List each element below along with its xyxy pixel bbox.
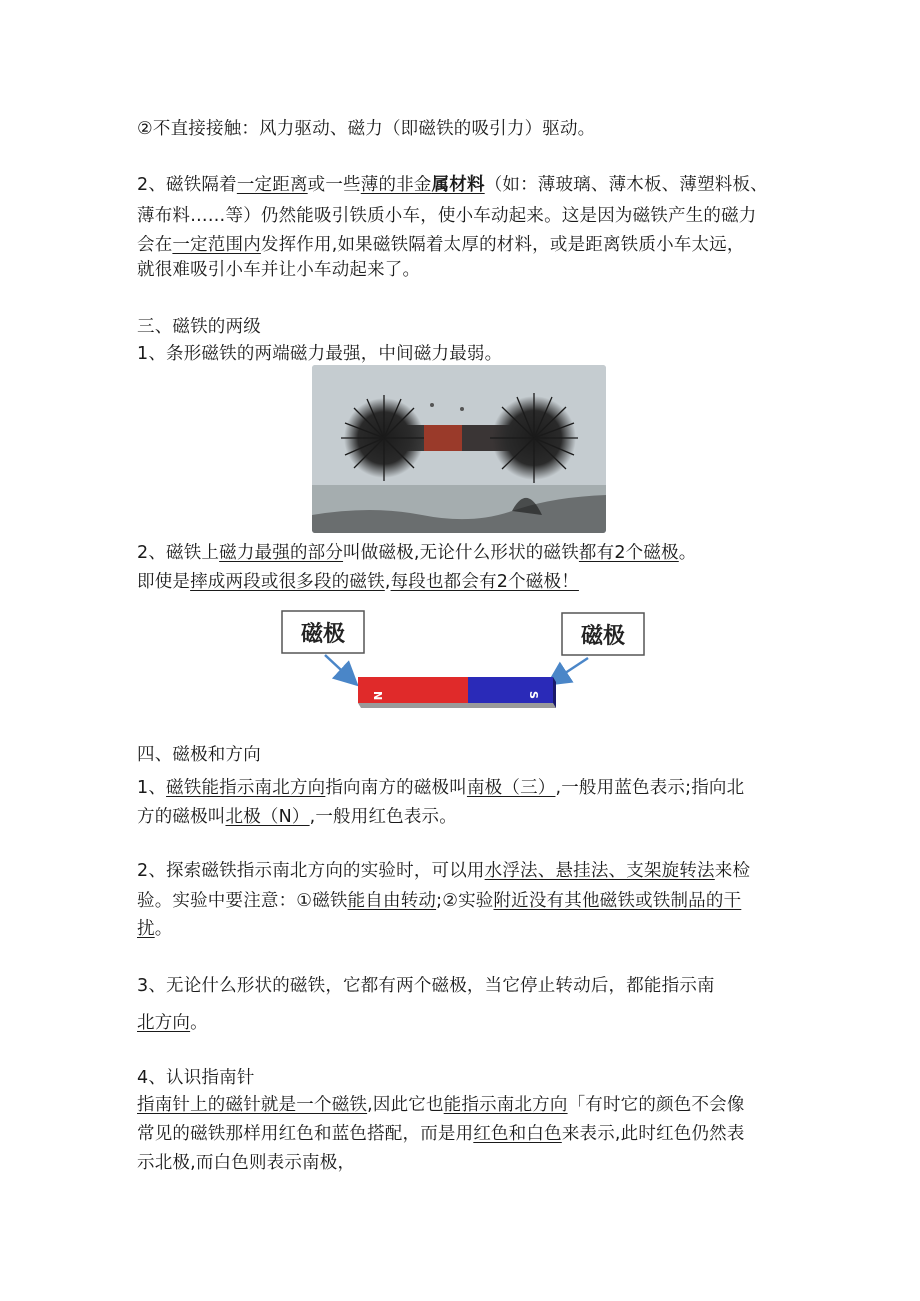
underlined-text: 北方向 [137,1013,191,1033]
pole-diagram-svg [270,603,670,718]
north-pole-letter: N [371,691,384,701]
underlined-text: 一定距离 [236,175,308,195]
text-segment: 会在 [137,235,173,255]
text-segment: 四、磁极和方向 [137,745,261,765]
underlined-text: 红色和白色 [473,1124,562,1144]
underlined-text: 都有2个磁极 [578,543,679,563]
text-segment: 。 [190,1013,208,1033]
magnet-filings-photo [312,365,606,533]
text-segment: ,一般用红色表示。 [309,807,457,827]
magnet-filings-illustration [312,365,606,533]
underlined-text: 摔成两段或很多段的磁铁 [190,572,385,592]
underlined-text: 每段也都会有2个磁极！ [390,572,579,592]
text-segment: 4、认识指南针 [137,1068,255,1088]
text-segment: 叫做磁极,无论什么形状的磁铁 [343,543,579,563]
text-segment: ,一般用蓝色表示;指向北 [555,778,745,798]
text-segment: 验。实验中要注意：①磁铁 [137,891,348,911]
underlined-text: 水浮法、悬挂法、支架旋转法 [484,861,715,881]
section-heading [137,743,261,767]
text-segment: 指向南方的磁极叫 [325,778,467,798]
underlined-text: 磁铁能指示南北方向 [166,778,326,798]
text-line [137,233,745,257]
underlined-text: 能自由转动 [347,891,437,911]
text-segment: 即使是 [137,572,191,592]
text-segment: 薄布料……等）仍然能吸引铁质小车，使小车动起来。这是因为磁铁产生的磁力 [137,206,757,226]
underlined-text: 磁力最强的部分 [219,543,344,563]
text-line [137,1151,355,1175]
text-segment: 常见的磁铁那样用红色和蓝色搭配，而是用 [137,1124,474,1144]
left-pole-label: 磁极 [300,622,346,647]
text-line [137,917,172,941]
section-heading [137,1066,255,1090]
text-segment: 就很难吸引小车并让小车动起来了。 [137,260,421,280]
underlined-text: 能指示南北方向 [443,1095,568,1115]
text-line [137,570,579,594]
text-segment: 1、 [137,778,167,798]
right-pointer-arrow [550,658,588,683]
text-line [137,117,595,141]
underlined-bold-text: 属材料 [431,175,485,195]
text-line [137,1122,745,1146]
text-segment: ②不直接接触：风力驱动、磁力（即磁铁的吸引力）驱动。 [137,119,596,139]
text-segment: 3、无论什么形状的磁铁，它都有两个磁极，当它停止转动后，都能指示南 [137,976,715,996]
underlined-text: 北极（N） [225,807,310,827]
underlined-text: 一定范围内 [172,235,261,255]
text-segment: ;②实验 [436,891,494,911]
text-segment: 2、探索磁铁指示南北方向的实验时，可以用 [137,861,485,881]
text-segment: 三、磁铁的两级 [137,317,261,337]
text-segment: （如：薄玻璃、薄木板、薄塑料板、 [484,175,768,195]
text-line [137,776,744,800]
text-segment: 或一些 [307,175,361,195]
right-pole-label: 磁极 [580,624,626,649]
text-segment: 示北极,而白色则表示南极， [137,1153,356,1173]
left-pointer-arrow [325,655,355,683]
text-segment: 来检 [714,861,751,881]
text-segment: 。 [678,543,697,563]
underlined-text: 扰 [137,919,155,939]
text-segment: 2、磁铁上 [137,543,220,563]
underlined-text: 薄的非金 [360,175,432,195]
text-segment: 来表示,此时红色仍然表 [561,1124,745,1144]
text-segment: 2、磁铁隔着 [137,175,237,195]
text-segment: 。 [154,919,173,939]
text-segment: , [384,572,391,592]
underlined-text: 南极（三） [466,778,556,798]
magnetic-pole-diagram [270,603,670,718]
text-line [137,173,768,197]
text-line [137,974,715,998]
text-line [137,258,420,282]
south-pole-half [468,677,553,703]
text-line [137,342,502,366]
underlined-text: 附近没有其他磁铁或铁制品的干 [493,891,742,911]
text-line [137,541,696,565]
text-line [137,1011,208,1035]
text-line [137,889,741,913]
underlined-text: 指南针上的磁针就是一个磁铁 [137,1095,368,1115]
text-segment: 方的磁极叫 [137,807,226,827]
south-pole-letter: S [527,691,540,699]
text-line [137,859,750,883]
text-line [137,805,457,829]
text-segment: 「有时它的颜色不会像 [567,1095,745,1115]
text-segment: 1、条形磁铁的两端磁力最强，中间磁力最弱。 [137,344,503,364]
text-line [137,204,757,228]
section-heading [137,315,261,339]
text-line [137,1093,745,1117]
text-segment: 发挥作用,如果磁铁隔着太厚的材料，或是距离铁质小车太远， [260,235,745,255]
text-segment: ,因此它也 [367,1095,444,1115]
